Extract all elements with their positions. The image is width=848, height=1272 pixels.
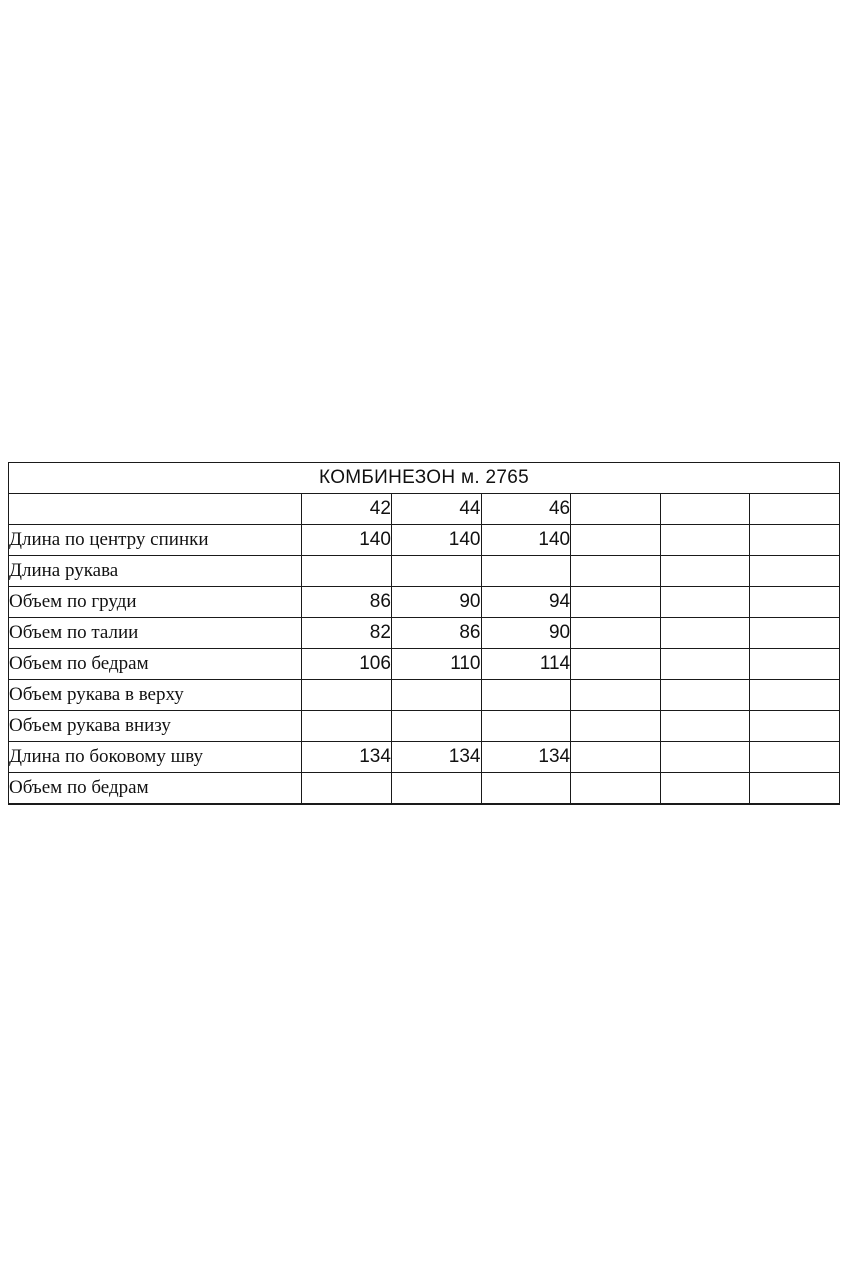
row-label: Объем по бедрам xyxy=(9,649,302,680)
row-value: 134 xyxy=(481,742,571,773)
size-chart-table xyxy=(8,462,840,805)
row-value xyxy=(302,556,392,587)
table-row xyxy=(9,649,840,680)
row-value xyxy=(302,680,392,711)
row-value xyxy=(660,525,750,556)
row-value: 82 xyxy=(302,618,392,649)
row-value: 140 xyxy=(391,525,481,556)
row-value xyxy=(571,618,661,649)
row-value xyxy=(391,680,481,711)
row-value xyxy=(750,773,840,805)
row-label: Объем по бедрам xyxy=(9,773,302,805)
row-label: Объем по талии xyxy=(9,618,302,649)
row-value xyxy=(481,680,571,711)
row-value xyxy=(750,649,840,680)
row-value xyxy=(391,711,481,742)
row-value xyxy=(571,587,661,618)
row-label: Длина по боковому шву xyxy=(9,742,302,773)
row-value xyxy=(660,773,750,805)
row-value xyxy=(660,618,750,649)
row-value xyxy=(660,680,750,711)
row-value xyxy=(660,711,750,742)
row-value xyxy=(391,773,481,805)
table-row xyxy=(9,742,840,773)
row-value: 140 xyxy=(481,525,571,556)
table-row xyxy=(9,680,840,711)
row-value xyxy=(571,680,661,711)
row-value xyxy=(750,711,840,742)
row-value xyxy=(750,587,840,618)
row-label: Объем рукава в верху xyxy=(9,680,302,711)
table-row xyxy=(9,525,840,556)
row-value xyxy=(750,556,840,587)
row-value xyxy=(571,525,661,556)
row-value: 114 xyxy=(481,649,571,680)
row-value: 110 xyxy=(391,649,481,680)
row-label: Длина по центру спинки xyxy=(9,525,302,556)
table-row xyxy=(9,773,840,805)
row-value xyxy=(391,556,481,587)
row-value: 94 xyxy=(481,587,571,618)
row-value: 86 xyxy=(391,618,481,649)
row-value xyxy=(660,649,750,680)
row-value xyxy=(750,742,840,773)
row-label: Объем по груди xyxy=(9,587,302,618)
row-value xyxy=(571,711,661,742)
row-value xyxy=(302,711,392,742)
row-value xyxy=(481,773,571,805)
row-label: Длина рукава xyxy=(9,556,302,587)
table-row xyxy=(9,587,840,618)
row-value: 90 xyxy=(391,587,481,618)
row-value xyxy=(481,711,571,742)
row-value xyxy=(660,587,750,618)
row-value xyxy=(571,773,661,805)
header-cell-size-46: 46 xyxy=(481,494,571,525)
row-value xyxy=(750,680,840,711)
row-value xyxy=(660,742,750,773)
row-value xyxy=(750,525,840,556)
header-cell-blank-1 xyxy=(571,494,661,525)
row-value xyxy=(660,556,750,587)
row-value: 140 xyxy=(302,525,392,556)
row-value: 106 xyxy=(302,649,392,680)
row-value xyxy=(750,618,840,649)
table-row xyxy=(9,556,840,587)
header-cell-empty xyxy=(9,494,302,525)
header-cell-size-44: 44 xyxy=(391,494,481,525)
table-title-row xyxy=(9,463,840,494)
row-value xyxy=(571,742,661,773)
header-cell-size-42: 42 xyxy=(302,494,392,525)
row-value: 134 xyxy=(391,742,481,773)
row-value: 86 xyxy=(302,587,392,618)
table-row xyxy=(9,618,840,649)
row-value: 134 xyxy=(302,742,392,773)
size-table-container xyxy=(8,462,840,805)
row-value xyxy=(302,773,392,805)
page-title: КОМБИНЕЗОН м. 2765 xyxy=(9,463,840,494)
row-value xyxy=(481,556,571,587)
table-header-row xyxy=(9,494,840,525)
table-row xyxy=(9,711,840,742)
header-cell-blank-2 xyxy=(660,494,750,525)
row-label: Объем рукава внизу xyxy=(9,711,302,742)
row-value: 90 xyxy=(481,618,571,649)
row-value xyxy=(571,556,661,587)
row-value xyxy=(571,649,661,680)
header-cell-blank-3 xyxy=(750,494,840,525)
